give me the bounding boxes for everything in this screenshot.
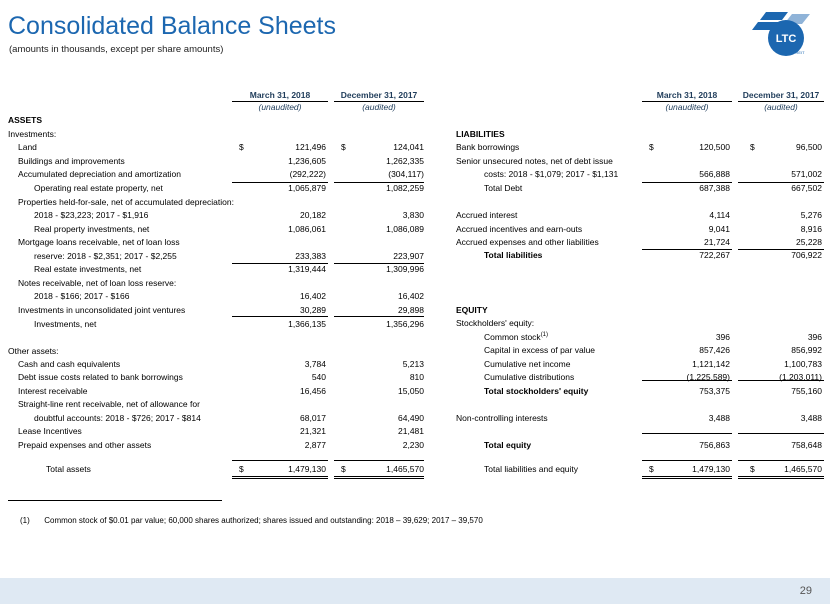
footnote-divider bbox=[8, 500, 222, 501]
asset-value-dec: 21,481 bbox=[398, 426, 424, 436]
liabilities-heading: LIABILITIES bbox=[456, 129, 505, 139]
liability-value-mar: 687,388 bbox=[699, 183, 730, 193]
equity-value-mar: (1,225,589) bbox=[686, 372, 730, 382]
currency-sign: $ bbox=[341, 142, 346, 152]
currency-sign: $ bbox=[649, 142, 654, 152]
equity-value-dec: 758,648 bbox=[791, 440, 822, 450]
col-sub-mar-left: (unaudited) bbox=[258, 102, 302, 112]
asset-value-mar: 540 bbox=[311, 372, 326, 382]
asset-value-mar: 16,456 bbox=[300, 386, 326, 396]
page-subtitle: (amounts in thousands, except per share amounts) bbox=[9, 44, 224, 55]
equity-value-mar: 1,121,142 bbox=[692, 359, 730, 369]
equity-row-label bbox=[484, 358, 570, 371]
equity-label-text: Capital in excess of par value bbox=[484, 345, 596, 355]
equity-label-text: Total equity bbox=[484, 440, 532, 450]
liability-row-label: Accrued incentives and earn-outs bbox=[456, 224, 583, 234]
col-header-mar-left: March 31, 2018 bbox=[232, 90, 328, 102]
equity-value-mar: 756,863 bbox=[699, 440, 730, 450]
double-rule bbox=[642, 476, 732, 479]
equity-value-mar: 396 bbox=[715, 332, 730, 342]
asset-row-label: Operating real estate property, net bbox=[34, 183, 163, 193]
asset-row-label: Real property investments, net bbox=[34, 224, 150, 234]
liability-value-dec: 25,228 bbox=[796, 237, 822, 247]
asset-value-mar: 21,321 bbox=[300, 426, 326, 436]
asset-row-label: Notes receivable, net of loan loss reserve: bbox=[18, 278, 177, 288]
asset-row-label: doubtful accounts: 2018 - $726; 2017 - $814 bbox=[34, 413, 201, 423]
asset-value-dec: 1,086,089 bbox=[386, 224, 424, 234]
logo-subtext: REIT bbox=[795, 50, 805, 55]
col-header-mar-right: March 31, 2018 bbox=[642, 90, 732, 102]
asset-value-dec: 223,907 bbox=[393, 251, 424, 261]
liability-row-label: Bank borrowings bbox=[456, 142, 520, 152]
double-rule bbox=[334, 476, 424, 479]
equity-value-mar: 857,426 bbox=[699, 345, 730, 355]
asset-row-label: Investments in unconsolidated joint ventures bbox=[18, 305, 186, 315]
asset-value-mar: 3,784 bbox=[304, 359, 326, 369]
liability-row-label: Accrued expenses and other liabilities bbox=[456, 237, 599, 247]
liability-value-mar: 9,041 bbox=[708, 224, 730, 234]
asset-row-label: Interest receivable bbox=[18, 386, 88, 396]
footnote-marker: (1) bbox=[20, 516, 30, 525]
total-assets-currency-mar: $ bbox=[239, 464, 244, 474]
footnote-text: Common stock of $0.01 par value; 60,000 shares authorized; shares issued and outstanding: 2018 – 39,629; 2017 – 39,570 bbox=[44, 516, 483, 525]
equity-value-dec: 755,160 bbox=[791, 386, 822, 396]
liability-row-label: costs: 2018 - $1,079; 2017 - $1,131 bbox=[484, 169, 619, 179]
rule bbox=[232, 460, 328, 461]
asset-value-mar: (292,222) bbox=[289, 169, 326, 179]
currency-sign: $ bbox=[750, 142, 755, 152]
equity-heading: EQUITY bbox=[456, 305, 488, 315]
total-assets-dec: 1,465,570 bbox=[386, 464, 424, 474]
liability-value-dec: 5,276 bbox=[800, 210, 822, 220]
total-le-currency-dec: $ bbox=[750, 464, 755, 474]
asset-value-dec: 64,490 bbox=[398, 413, 424, 423]
page-title: Consolidated Balance Sheets bbox=[8, 12, 337, 40]
liability-value-mar: 21,724 bbox=[704, 237, 730, 247]
equity-label-text: Non-controlling interests bbox=[456, 413, 548, 423]
asset-value-mar: 1,065,879 bbox=[288, 183, 326, 193]
asset-value-mar: 233,383 bbox=[295, 251, 326, 261]
equity-value-dec: (1,203,011) bbox=[779, 372, 822, 382]
logo-text: LTC bbox=[775, 33, 797, 45]
col-sub-dec-left: (audited) bbox=[362, 102, 396, 112]
liability-value-mar: 4,114 bbox=[709, 210, 730, 220]
asset-value-dec: 1,309,996 bbox=[386, 264, 424, 274]
equity-value-dec: 1,100,783 bbox=[784, 359, 822, 369]
equity-value-dec: 3,488 bbox=[800, 413, 822, 423]
total-le-dec: 1,465,570 bbox=[784, 464, 822, 474]
equity-row-label bbox=[484, 385, 588, 398]
asset-value-dec: 3,830 bbox=[402, 210, 424, 220]
asset-value-mar: 1,236,605 bbox=[288, 156, 326, 166]
asset-row-label: Lease Incentives bbox=[18, 426, 82, 436]
asset-row-label: 2018 - $23,223; 2017 - $1,916 bbox=[34, 210, 149, 220]
liability-value-dec: 96,500 bbox=[796, 142, 822, 152]
total-assets-mar: 1,479,130 bbox=[288, 464, 326, 474]
investments-heading: Investments: bbox=[8, 129, 57, 139]
rule bbox=[738, 433, 824, 434]
footer-band bbox=[0, 578, 830, 604]
asset-row-label: Land bbox=[18, 142, 37, 152]
col-header-dec-right: December 31, 2017 bbox=[738, 90, 824, 102]
asset-value-dec: 810 bbox=[409, 372, 424, 382]
total-le-mar: 1,479,130 bbox=[692, 464, 730, 474]
liability-value-dec: 667,502 bbox=[791, 183, 822, 193]
asset-value-dec: 1,356,296 bbox=[386, 319, 424, 329]
asset-value-mar: 30,289 bbox=[300, 305, 326, 315]
equity-label-text: Common stock bbox=[484, 332, 541, 342]
asset-value-mar: 1,319,444 bbox=[288, 264, 326, 274]
asset-row-label: Properties held-for-sale, net of accumulated depreciation: bbox=[18, 197, 234, 207]
asset-row-label: reserve: 2018 - $2,351; 2017 - $2,255 bbox=[34, 251, 177, 261]
asset-value-dec: 2,230 bbox=[402, 440, 424, 450]
col-header-dec-left: December 31, 2017 bbox=[334, 90, 424, 102]
liability-row-label: Senior unsecured notes, net of debt issue bbox=[456, 156, 613, 166]
liability-row-label: Total Debt bbox=[484, 183, 523, 193]
liability-value-dec: 571,002 bbox=[791, 169, 822, 179]
ltc-logo bbox=[752, 10, 816, 62]
total-le-currency-mar: $ bbox=[649, 464, 654, 474]
liability-value-dec: 8,916 bbox=[800, 224, 822, 234]
asset-value-dec: (304,117) bbox=[388, 169, 424, 179]
equity-value-mar: 3,488 bbox=[708, 413, 730, 423]
liability-value-mar: 566,888 bbox=[699, 169, 730, 179]
asset-value-mar: 1,086,061 bbox=[288, 224, 326, 234]
asset-value-mar: 121,496 bbox=[295, 142, 326, 152]
assets-heading: ASSETS bbox=[8, 115, 43, 125]
equity-value-dec: 856,992 bbox=[791, 345, 822, 355]
asset-row-label: Accumulated depreciation and amortization bbox=[18, 169, 182, 179]
asset-value-mar: 2,877 bbox=[304, 440, 326, 450]
equity-value-mar: 753,375 bbox=[699, 386, 730, 396]
asset-value-dec: 1,082,259 bbox=[386, 183, 424, 193]
total-liab-equity-label: Total liabilities and equity bbox=[484, 464, 579, 474]
col-sub-dec-right: (audited) bbox=[764, 102, 798, 112]
rule bbox=[334, 460, 424, 461]
asset-row-label: Straight-line rent receivable, net of allowance for bbox=[18, 399, 200, 409]
asset-row-label: Prepaid expenses and other assets bbox=[18, 440, 152, 450]
equity-value-dec: 396 bbox=[807, 332, 822, 342]
asset-value-mar: 68,017 bbox=[300, 413, 326, 423]
asset-row-label: Debt issue costs related to bank borrowings bbox=[18, 372, 183, 382]
asset-value-mar: 1,366,135 bbox=[288, 319, 326, 329]
equity-label-text: Total stockholders' equity bbox=[484, 386, 589, 396]
equity-row-label bbox=[456, 412, 548, 425]
liability-value-mar: 120,500 bbox=[699, 142, 730, 152]
asset-row-label: Real estate investments, net bbox=[34, 264, 142, 274]
double-rule bbox=[232, 476, 328, 479]
equity-row-label bbox=[484, 371, 574, 384]
equity-row-label bbox=[484, 439, 531, 452]
liability-value-dec: 706,922 bbox=[791, 250, 822, 260]
col-sub-mar-right: (unaudited) bbox=[665, 102, 709, 112]
asset-value-mar: 20,182 bbox=[300, 210, 326, 220]
equity-row-label bbox=[484, 344, 595, 357]
page-number: 29 bbox=[799, 585, 812, 597]
rule bbox=[642, 460, 732, 461]
asset-value-dec: 5,213 bbox=[402, 359, 424, 369]
asset-value-dec: 16,402 bbox=[398, 291, 424, 301]
other-assets-heading: Other assets: bbox=[8, 346, 59, 356]
total-assets-currency-dec: $ bbox=[341, 464, 346, 474]
rule bbox=[738, 460, 824, 461]
asset-value-dec: 15,050 bbox=[398, 386, 424, 396]
liability-row-label: Total liabilities bbox=[484, 250, 543, 260]
asset-row-label: Buildings and improvements bbox=[18, 156, 125, 166]
asset-row-label: 2018 - $166; 2017 - $166 bbox=[34, 291, 130, 301]
double-rule bbox=[738, 476, 824, 479]
footnote bbox=[20, 516, 483, 525]
asset-row-label: Investments, net bbox=[34, 319, 97, 329]
total-assets-label: Total assets bbox=[46, 464, 91, 474]
stockholders-equity-heading: Stockholders' equity: bbox=[456, 318, 535, 328]
currency-sign: $ bbox=[239, 142, 244, 152]
equity-row-label bbox=[484, 331, 548, 344]
equity-label-text: Cumulative net income bbox=[484, 359, 571, 369]
equity-label-text: Cumulative distributions bbox=[484, 372, 575, 382]
liability-row-label: Accrued interest bbox=[456, 210, 518, 220]
asset-value-mar: 16,402 bbox=[300, 291, 326, 301]
asset-value-dec: 124,041 bbox=[393, 142, 424, 152]
asset-row-label: Cash and cash equivalents bbox=[18, 359, 121, 369]
rule bbox=[642, 433, 732, 434]
asset-row-label: Mortgage loans receivable, net of loan loss bbox=[18, 237, 180, 247]
asset-value-dec: 29,898 bbox=[398, 305, 424, 315]
footnote-ref: (1) bbox=[540, 332, 549, 338]
asset-value-dec: 1,262,335 bbox=[386, 156, 424, 166]
liability-value-mar: 722,267 bbox=[699, 250, 730, 260]
